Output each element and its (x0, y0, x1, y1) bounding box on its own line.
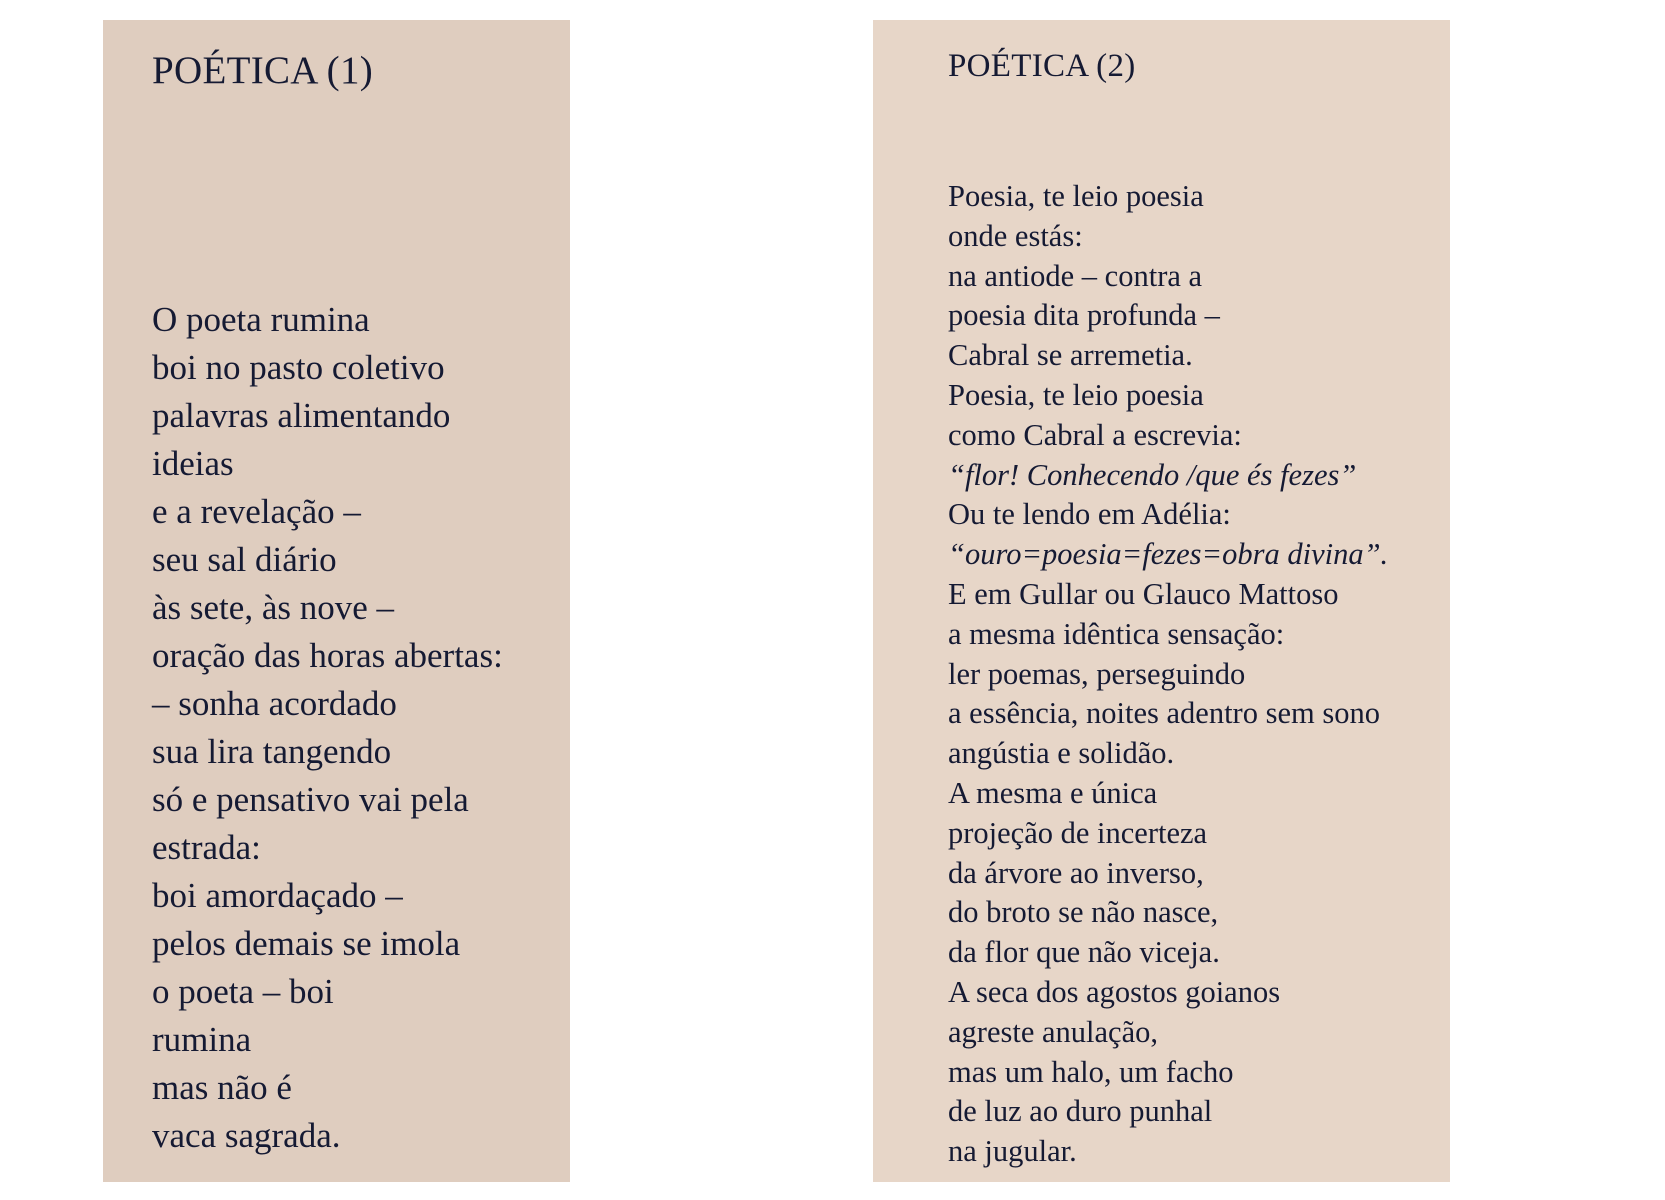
poem-line: Ou te lendo em Adélia: (948, 497, 1231, 532)
poem-line: palavras alimentando (152, 396, 451, 435)
poem-line: e a revelação – (152, 492, 361, 531)
poem-line: de luz ao duro punhal (948, 1094, 1213, 1129)
poem-line: pelos demais se imola (152, 924, 461, 963)
poem-line: projeção de incerteza (948, 815, 1208, 850)
poem-line: mas não é (152, 1068, 292, 1107)
poem-line: a mesma idêntica sensação: (948, 616, 1285, 651)
poem-line: às sete, às nove – (152, 588, 395, 627)
poem-line: só e pensativo vai pela (152, 780, 469, 819)
poem-line: ideias (152, 444, 234, 483)
poem-line: da árvore ao inverso, (948, 855, 1204, 890)
poem-line: Poesia, te leio poesia (948, 179, 1204, 213)
poem-card-poetica-2 (873, 20, 1450, 1182)
poem-line: mas um halo, um facho (948, 1054, 1234, 1089)
poem-line: na jugular. (948, 1134, 1077, 1169)
poem-line: seu sal diário (152, 540, 337, 579)
poem-line: rumina (152, 1020, 252, 1059)
poem-line: “ouro=poesia=fezes=obra divina”. (948, 537, 1389, 572)
poem-line: do broto se não nasce, (948, 895, 1219, 930)
poem-line: poesia dita profunda – (948, 298, 1220, 333)
poem-lines (948, 177, 1388, 1172)
poem-line: o poeta – boi (152, 972, 334, 1011)
poem-line: ler poemas, perseguindo (948, 656, 1246, 691)
poem-title: POÉTICA (1) (152, 49, 374, 92)
poem-line: – sonha acordado (152, 684, 397, 723)
poem-line: onde estás: (948, 218, 1083, 253)
poem-lines (152, 296, 503, 1160)
poem-line: O poeta rumina (152, 300, 370, 339)
poem-line: A mesma e única (948, 775, 1158, 810)
poem-line: como Cabral a escrevia: (948, 417, 1242, 452)
poem-line: E em Gullar ou Glauco Mattoso (948, 576, 1339, 611)
poem-card-poetica-1 (103, 20, 570, 1182)
poem-line: estrada: (152, 828, 261, 867)
poem-line: angústia e solidão. (948, 736, 1175, 771)
poem-line: da flor que não viceja. (948, 935, 1220, 970)
poem-line: sua lira tangendo (152, 732, 392, 771)
poem-line: boi amordaçado – (152, 876, 403, 915)
poem-line: Cabral se arremetia. (948, 338, 1193, 373)
poem-line: oração das horas abertas: (152, 636, 503, 675)
poem-line: A seca dos agostos goianos (948, 974, 1281, 1009)
poem-line: a essência, noites adentro sem sono (948, 696, 1380, 731)
poem-line: Poesia, te leio poesia (948, 377, 1204, 412)
poem-line: boi no pasto coletivo (152, 348, 445, 387)
poem-title: POÉTICA (2) (948, 48, 1136, 84)
poem-line: vaca sagrada. (152, 1116, 341, 1155)
poem-line: “flor! Conhecendo /que és fezes” (948, 457, 1357, 492)
poem-line: agreste anulação, (948, 1014, 1158, 1049)
poem-line: na antiode – contra a (948, 258, 1203, 293)
